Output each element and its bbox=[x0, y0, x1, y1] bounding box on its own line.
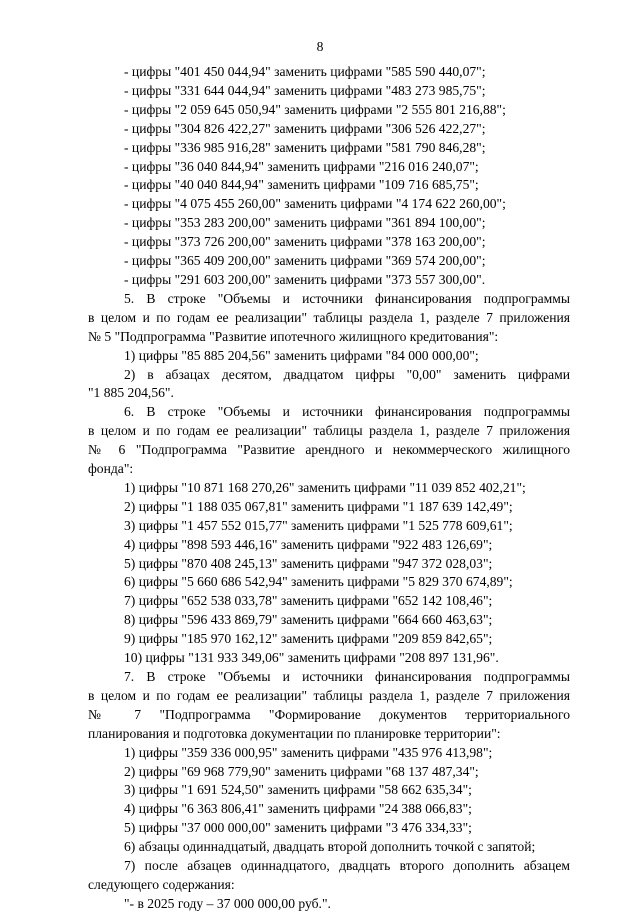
list-item: - цифры "353 283 200,00" заменить цифрами "361 894 100,00"; bbox=[124, 215, 486, 231]
list-item: 7) цифры "652 538 033,78" заменить цифрами "652 142 108,46"; bbox=[124, 593, 493, 609]
paragraph-line: 7. В строке "Объемы и источники финансирования подпрограммы bbox=[124, 669, 570, 684]
list-item: 9) цифры "185 970 162,12" заменить цифрами "209 859 842,65"; bbox=[124, 631, 493, 647]
list-item: - цифры "365 409 200,00" заменить цифрами "369 574 200,00"; bbox=[124, 253, 486, 269]
list-item: - цифры "291 603 200,00" заменить цифрами "373 557 300,00". bbox=[124, 271, 486, 287]
replacement-list bbox=[88, 63, 570, 290]
section-7 bbox=[88, 668, 570, 914]
paragraph-line: № 7 "Подпрограмма "Формирование документов территориального bbox=[88, 706, 570, 722]
list-item: 5) цифры "37 000 000,00" заменить цифрами "3 476 334,33"; bbox=[124, 820, 472, 836]
list-item: - цифры "336 985 916,28" заменить цифрами "581 790 846,28"; bbox=[124, 139, 486, 155]
list-item: - цифры "373 726 200,00" заменить цифрами "378 163 200,00"; bbox=[124, 234, 486, 250]
paragraph-line: № 5 "Подпрограмма "Развитие ипотечного жилищного кредитования": bbox=[88, 328, 499, 344]
section-5 bbox=[88, 290, 570, 403]
list-item: 2) в абзацах десятом, двадцатом цифры "0,00" заменить цифрами bbox=[124, 366, 570, 382]
paragraph-line: 6. В строке "Объемы и источники финансирования подпрограммы bbox=[124, 404, 570, 420]
list-item: 4) цифры "898 593 446,16" заменить цифрами "922 483 126,69"; bbox=[124, 536, 493, 552]
list-item: 2) цифры "69 968 779,90" заменить цифрами "68 137 487,34"; bbox=[124, 763, 479, 779]
list-item: - цифры "401 450 044,94" заменить цифрами "585 590 440,07"; bbox=[124, 64, 486, 79]
paragraph-line: "1 885 204,56". bbox=[88, 385, 174, 401]
paragraph-line: планирования и подготовка документации по планировке территории": bbox=[88, 725, 501, 741]
list-item: 5) цифры "870 408 245,13" заменить цифрами "947 372 028,03"; bbox=[124, 555, 493, 571]
list-item: 1) цифры "10 871 168 270,26" заменить цифрами "11 039 852 402,21"; bbox=[124, 479, 526, 495]
list-item: 1) цифры "85 885 204,56" заменить цифрами "84 000 000,00"; bbox=[124, 347, 479, 363]
page-number: 8 bbox=[316, 39, 324, 54]
list-item: - цифры "4 075 455 260,00" заменить цифрами "4 174 622 260,00"; bbox=[124, 196, 506, 212]
list-item: - цифры "331 644 044,94" заменить цифрами "483 273 985,75"; bbox=[124, 82, 486, 98]
paragraph-line: в целом и по годам ее реализации" таблицы раздела 1, разделе 7 приложения bbox=[88, 423, 570, 439]
paragraph-line: 5. В строке "Объемы и источники финансирования подпрограммы bbox=[124, 290, 570, 306]
paragraph-line: в целом и по годам ее реализации" таблицы раздела 1, разделе 7 приложения bbox=[88, 309, 570, 325]
list-item: 6) цифры "5 660 686 542,94" заменить цифрами "5 829 370 674,89"; bbox=[124, 574, 513, 590]
list-item: 2) цифры "1 188 035 067,81" заменить цифрами "1 187 639 142,49"; bbox=[124, 498, 513, 514]
section-6 bbox=[88, 403, 570, 668]
paragraph-line: фонда": bbox=[88, 461, 134, 477]
paragraph-line: в целом и по годам ее реализации" таблицы раздела 1, разделе 7 приложения bbox=[88, 687, 570, 703]
list-item: 6) абзацы одиннадцатый, двадцать второй дополнить точкой с запятой; bbox=[124, 839, 536, 855]
list-item: 4) цифры "6 363 806,41" заменить цифрами "24 388 066,83"; bbox=[124, 801, 472, 817]
list-item: - цифры "40 040 844,94" заменить цифрами "109 716 685,75"; bbox=[124, 177, 479, 193]
list-item: 7) после абзацев одиннадцатого, двадцать второго дополнить абзацем bbox=[124, 858, 570, 874]
paragraph-line: № 6 "Подпрограмма "Развитие арендного и некоммерческого жилищного bbox=[88, 442, 570, 458]
list-item: - цифры "2 059 645 050,94" заменить цифрами "2 555 801 216,88"; bbox=[124, 101, 506, 117]
list-item: 1) цифры "359 336 000,95" заменить цифрами "435 976 413,98"; bbox=[124, 744, 493, 760]
paragraph-line: следующего содержания: bbox=[88, 876, 235, 892]
list-item: - цифры "304 826 422,27" заменить цифрами "306 526 422,27"; bbox=[124, 120, 486, 136]
list-item: 10) цифры "131 933 349,06" заменить цифрами "208 897 131,96". bbox=[124, 650, 499, 666]
list-item: 8) цифры "596 433 869,79" заменить цифрами "664 660 463,63"; bbox=[124, 612, 493, 628]
list-item: 3) цифры "1 457 552 015,77" заменить цифрами "1 525 778 609,61"; bbox=[124, 517, 513, 533]
quoted-insert: "- в 2025 году – 37 000 000,00 руб.". bbox=[124, 895, 331, 911]
list-item: - цифры "36 040 844,94" заменить цифрами "216 016 240,07"; bbox=[124, 158, 479, 174]
list-item: 3) цифры "1 691 524,50" заменить цифрами "58 662 635,34"; bbox=[124, 782, 472, 798]
document-body bbox=[88, 63, 570, 914]
